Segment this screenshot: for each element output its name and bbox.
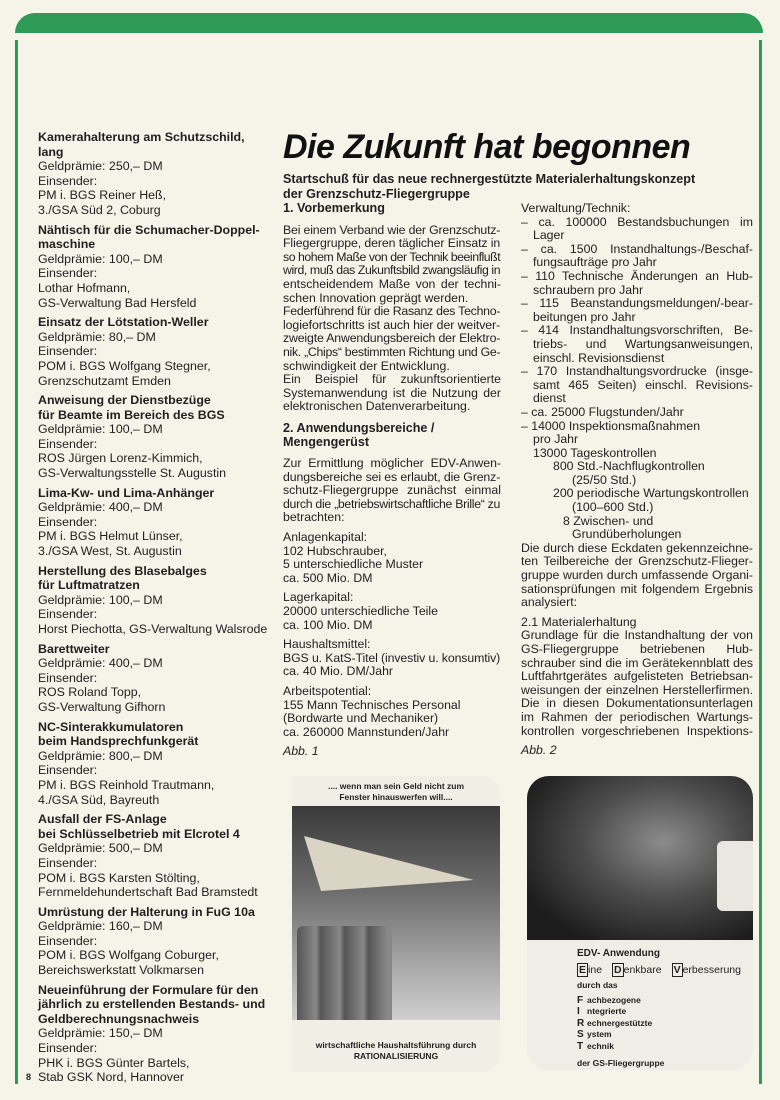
text-line: im Rahmen der periodischen Wartungs- — [521, 709, 753, 724]
acronym-initial: I — [577, 1006, 580, 1017]
acronym-initial: F — [577, 994, 584, 1006]
award-detail-line: POM i. BGS Wolfgang Stegner, — [38, 358, 211, 373]
text-line: ca. 40 Mio. DM/Jahr — [283, 664, 394, 679]
subtitle-line: der Grenzschutz-Fliegergruppe — [283, 187, 470, 201]
acronym-word — [577, 995, 751, 1007]
award-detail-line: Grenzschutzamt Emden — [38, 373, 171, 388]
text-line: Ein Beispiel für zukunftsorientierte — [283, 372, 501, 387]
text-line: Systemanwendung ist die Nutzung der — [283, 385, 501, 400]
figure-2-illustration — [527, 776, 753, 1070]
caption-line: Fenster hinauswerfen will.... — [339, 792, 453, 802]
text-line: Zur Ermittlung möglicher EDV-Anwen- — [283, 456, 502, 471]
text-line: – 414 Instandhaltungsvorschriften, Be- — [521, 323, 753, 338]
text-line: (25/50 Std.) — [572, 472, 637, 487]
section-heading: 1. Vorbemerkung — [283, 201, 385, 215]
award-detail-line: Geldprämie: 250,– DM — [38, 159, 163, 174]
award-entry — [38, 315, 268, 388]
award-detail-line: Geldprämie: 400,– DM — [38, 500, 163, 515]
first-acronym-list — [577, 995, 751, 1053]
article-column-middle — [283, 202, 501, 765]
text-line: durch die „betriebswirtschaftliche Brille“ zu — [283, 496, 501, 511]
award-detail-line: Fernmeldehundertschaft Bad Bramstedt — [38, 885, 258, 900]
award-detail-line: 4./GSA Süd, Bayreuth — [38, 792, 160, 807]
award-entry — [38, 486, 268, 559]
text-line: Abb. 1 — [283, 744, 319, 759]
award-detail-line: Geldprämie: 160,– DM — [38, 919, 163, 934]
text-line: 155 Mann Technisches Personal — [283, 697, 461, 712]
text-line: fungsaufträge pro Jahr — [533, 255, 657, 270]
award-detail-line: GS-Verwaltungsstelle St. Augustin — [38, 466, 227, 481]
text-line: – 110 Technische Änderungen an Hub- — [521, 268, 753, 283]
acronym-rest: enkbare — [623, 964, 662, 976]
award-entry — [38, 720, 268, 808]
text-line: gruppe wurden durch umfassende Organi- — [521, 568, 753, 583]
text-line: 2.1 Materialerhaltung — [521, 614, 637, 629]
text-line: schwindigkeit der Entwicklung. — [283, 358, 450, 373]
text-line: pro Jahr — [533, 432, 579, 447]
award-title-line: Barettweiter — [38, 641, 110, 656]
award-detail-line: Geldprämie: 500,– DM — [38, 841, 163, 856]
article-subtitle — [283, 172, 743, 202]
award-entry — [38, 393, 268, 481]
green-frame-right-rule — [759, 40, 762, 1084]
acronym-initial: T — [577, 1040, 584, 1052]
text-block-heading — [283, 202, 501, 216]
award-detail-line: Geldprämie: 400,– DM — [38, 656, 163, 671]
figure-1-caption-bottom — [292, 1040, 500, 1062]
award-detail-line: Einsender: — [38, 266, 98, 281]
text-block-heading — [283, 422, 501, 449]
text-line: analysiert: — [521, 595, 578, 610]
text-line: entscheidendem Maße von der techni- — [283, 276, 501, 291]
text-line: 200 periodische Wartungskontrollen — [553, 486, 749, 501]
award-detail-line: Geldprämie: 100,– DM — [38, 592, 163, 607]
text-line: (Bordwarte und Mechaniker) — [283, 711, 439, 726]
award-detail-line: Stab GSK Nord, Hannover — [38, 1070, 185, 1085]
award-entry — [38, 564, 268, 637]
text-line: triebs- und Wartungsanweisungen, — [533, 336, 753, 351]
subtitle-line: Startschuß für das neue rechnergestützte Materialerhaltungskonzept — [283, 172, 696, 186]
text-line: Lagerkapital: — [283, 590, 354, 605]
text-line: ten Teilbereiche der Grenzschutz-Flieger- — [521, 554, 753, 569]
acronym-initial: R — [577, 1017, 585, 1029]
award-title-line: Lima-Kw- und Lima-Anhänger — [38, 485, 215, 500]
award-detail-line: POM i. BGS Wolfgang Coburger, — [38, 948, 219, 963]
acronym-rest: ntegrierte — [587, 1006, 627, 1016]
through-label: durch das — [577, 980, 618, 990]
award-entry — [38, 905, 268, 978]
award-title-line: Kamerahalterung am Schutzschild, — [38, 130, 245, 144]
text-line: 800 Std.-Nachflugkontrollen — [553, 459, 705, 474]
text-line: nik. „Chips“ bestimmten Richtung und Ge- — [283, 344, 501, 359]
text-line: – ca. 1500 Instandhaltungs-/Beschaf- — [521, 241, 753, 256]
text-line: – 170 Instandhaltungsvordrucke (insge- — [521, 364, 753, 379]
text-line: Die durch diese Eckdaten gekennzeichne- — [521, 540, 753, 555]
award-detail-line: Lothar Hofmann, — [38, 280, 131, 295]
text-line: schutz-Fliegergruppe zunächst einmal — [283, 483, 501, 498]
text-line: 13000 Tageskontrollen — [533, 445, 657, 460]
text-line: Arbeitspotential: — [283, 684, 372, 698]
award-detail-line: Einsender: — [38, 933, 98, 948]
text-line: wird, muß das Zukunftsbild zwangsläufig in — [283, 263, 501, 278]
text-line: Die in diesen Dokumentationsunterlagen — [521, 696, 753, 711]
text-line: ca. 500 Mio. DM — [283, 570, 373, 585]
acronym-rest: ystem — [587, 1029, 612, 1039]
text-line: schraubern pro Jahr — [533, 282, 644, 297]
text-line: schen Innovation geprägt werden. — [283, 290, 469, 305]
text-line: – ca. 100000 Bestandsbuchungen im — [521, 214, 753, 229]
award-detail-line: PHK i. BGS Günter Bartels, — [38, 1055, 190, 1070]
text-block-para — [521, 616, 753, 738]
acronym-word — [577, 1041, 751, 1053]
text-line: dungsbereiche sei es erlaubt, die Grenz- — [283, 469, 501, 484]
text-line: – 115 Beanstandungsmeldungen/-bear- — [521, 296, 753, 311]
award-detail-line: ROS Roland Topp, — [38, 685, 142, 700]
award-entry — [38, 130, 268, 218]
text-line: kontrollen vorgeschriebenen Inspektions- — [521, 723, 753, 738]
text-line: ca. 100 Mio. DM — [283, 617, 373, 632]
green-frame-top-band — [15, 13, 763, 33]
award-title-line: lang — [38, 144, 64, 159]
award-title-line: Einsatz der Lötstation-Weller — [38, 315, 209, 330]
text-block-plain — [283, 638, 501, 679]
award-detail-line: 3./GSA West, St. Augustin — [38, 544, 182, 559]
text-line: Luftfahrtgerätes aufgelisteten Betriebsan- — [521, 669, 753, 684]
award-detail-line: Einsender: — [38, 670, 98, 685]
award-title-line: Anweisung der Dienstbezüge — [38, 393, 211, 408]
section-heading: Mengengerüst — [283, 434, 370, 449]
award-detail-line: Geldprämie: 800,– DM — [38, 748, 163, 763]
section-heading: 2. Anwendungsbereiche / — [283, 420, 435, 435]
acronym-word — [577, 1018, 751, 1030]
text-block-abb — [521, 744, 753, 758]
figure-2-text — [577, 948, 751, 1069]
text-line: Fliegergruppe, deren täglicher Einsatz in — [283, 236, 501, 251]
acronym-initial: S — [577, 1029, 584, 1040]
award-detail-line: Geldprämie: 150,– DM — [38, 1026, 163, 1041]
award-detail-line: PM i. BGS Reiner Heß, — [38, 188, 167, 203]
award-detail-line: Einsender: — [38, 344, 98, 359]
figure-2-photo-person-at-terminal — [527, 776, 753, 940]
award-title-line: maschine — [38, 237, 96, 252]
page-number: 8 — [26, 1072, 32, 1082]
edv-heading: EDV- Anwendung — [577, 948, 660, 959]
award-detail-line: Geldprämie: 100,– DM — [38, 422, 163, 437]
award-title-line: Neueinführung der Formulare für den — [38, 982, 259, 997]
text-line: 5 unterschiedliche Muster — [283, 557, 424, 572]
acronym-rest: echnergestützte — [587, 1017, 653, 1028]
text-line: logiefortschritts ist auch hier der weitver- — [283, 317, 501, 332]
text-line: beitungen pro Jahr — [533, 309, 636, 324]
award-entry — [38, 642, 268, 715]
award-detail-line: Einsender: — [38, 1041, 98, 1056]
text-block-plain — [283, 685, 501, 739]
award-detail-line: Einsender: — [38, 855, 98, 870]
text-line: Haushaltsmittel: — [283, 637, 371, 652]
text-block-abb — [283, 745, 501, 759]
award-entry — [38, 223, 268, 311]
acronym-word — [577, 1006, 751, 1018]
text-block-plain — [283, 531, 501, 585]
computer-screen-image — [717, 841, 753, 911]
award-detail-line: Einsender: — [38, 173, 98, 188]
text-line: ca. 260000 Mannstunden/Jahr — [283, 724, 450, 739]
acronym-word — [672, 964, 741, 976]
text-line: sationsprüfungen mit folgendem Ergebnis — [521, 581, 753, 596]
text-line: weisungen der einzelnen Herstellerfirmen. — [521, 682, 753, 697]
award-entry — [38, 812, 268, 900]
text-line: einschl. Revisionsdienst — [533, 350, 665, 365]
text-line: so hohem Maße von der Technik beeinflußt — [283, 249, 501, 264]
text-line: zweigte Anwendungsbereich der Elektro- — [283, 331, 501, 346]
award-detail-line: PM i. BGS Helmut Lünser, — [38, 529, 183, 544]
award-detail-line: Einsender: — [38, 607, 98, 622]
text-block-para — [283, 457, 501, 525]
award-detail-line: Geldprämie: 100,– DM — [38, 251, 163, 266]
acronym-word — [577, 964, 602, 976]
text-line: Verwaltung/Technik: — [521, 201, 631, 215]
award-detail-line: Einsender: — [38, 763, 98, 778]
award-title-line: NC-Sinterakkumulatoren — [38, 719, 184, 734]
award-detail-line: Horst Piechotta, GS-Verwaltung Walsrode — [38, 622, 268, 636]
award-title-line: Geldberechnungsnachweis — [38, 1011, 200, 1026]
figure-1-illustration — [292, 776, 500, 1072]
award-title-line: für Beamte im Bereich des BGS — [38, 407, 225, 422]
text-line: 102 Hubschrauber, — [283, 543, 387, 558]
text-line: dienst — [533, 391, 566, 406]
figure-1-caption-top — [292, 781, 500, 803]
text-block-list — [521, 202, 753, 610]
acronym-initial: D — [614, 964, 622, 976]
award-title-line: bei Schlüsselbetrieb mit Elcrotel 4 — [38, 826, 240, 841]
award-entry — [38, 983, 268, 1085]
award-list-column — [38, 130, 268, 1090]
award-title-line: Umrüstung der Halterung in FuG 10a — [38, 904, 255, 919]
text-line: 20000 unterschiedliche Teile — [283, 604, 438, 619]
acronym-rest: erbesserung — [682, 964, 741, 976]
text-line: Abb. 2 — [521, 743, 557, 758]
caption-line: .... wenn man sein Geld nicht zum — [327, 781, 465, 791]
caption-line: wirtschaftliche Haushaltsführung durch — [315, 1040, 477, 1050]
acronym-rest: achbezogene — [587, 994, 641, 1005]
award-title-line: Ausfall der FS-Anlage — [38, 812, 167, 827]
award-title-line: jährlich zu erstellenden Bestands- und — [38, 997, 266, 1012]
award-detail-line: Einsender: — [38, 514, 98, 529]
text-line: Bei einem Verband wie der Grenzschutz- — [283, 222, 501, 237]
text-line: Lager — [533, 228, 565, 243]
award-detail-line: POM i. BGS Karsten Stölting, — [38, 870, 200, 885]
text-line: Grundüberholungen — [572, 527, 682, 542]
acronym-initial: E — [579, 964, 587, 976]
frame-inner — [18, 33, 760, 63]
text-line: GS-Fliegergruppe betriebenen Hub- — [521, 642, 753, 656]
award-title-line: Nähtisch für die Schumacher-Doppel- — [38, 222, 260, 237]
paper-plane-banknote-image — [304, 836, 474, 891]
text-line: (100–600 Std.) — [572, 500, 654, 515]
award-detail-line: ROS Jürgen Lorenz-Kimmich, — [38, 451, 203, 466]
green-frame-left-rule — [15, 40, 18, 1084]
edv-acronym-line — [577, 964, 751, 976]
text-line: Anlagenkapital: — [283, 530, 368, 545]
award-detail-line: GS-Verwaltung Gifhorn — [38, 699, 166, 714]
award-detail-line: GS-Verwaltung Bad Hersfeld — [38, 295, 197, 310]
article-column-right — [521, 202, 753, 764]
award-detail-line: 3./GSA Süd 2, Coburg — [38, 202, 161, 217]
text-line: betrachten: — [283, 510, 345, 525]
acronym-rest: echnik — [587, 1040, 614, 1051]
coin-tubes-image — [297, 926, 392, 1020]
caption-line: RATIONALISIERUNG — [353, 1051, 439, 1061]
text-line: elektronischen Datenverarbeitung. — [283, 399, 471, 414]
text-line: – ca. 25000 Flugstunden/Jahr — [521, 404, 684, 419]
acronym-word — [577, 1029, 751, 1041]
text-block-para — [283, 224, 501, 414]
text-line: – 14000 Inspektionsmaßnahmen — [521, 418, 701, 433]
award-title-line: beim Handsprechfunkgerät — [38, 734, 199, 749]
award-detail-line: PM i. BGS Reinhold Trautmann, — [38, 777, 215, 792]
article-title: Die Zukunft hat begonnen — [283, 128, 691, 166]
award-title-line: Herstellung des Blasebalges — [38, 563, 207, 578]
text-line: Federführend für die Rasanz des Techno- — [283, 304, 501, 319]
text-block-plain — [283, 591, 501, 632]
award-detail-line: Einsender: — [38, 436, 98, 451]
text-line: samt 465 Seiten) einschl. Revisions- — [533, 377, 753, 392]
award-title-line: für Luftmatratzen — [38, 578, 140, 593]
figure-1-photo — [292, 806, 500, 1020]
acronym-rest: ine — [588, 964, 603, 976]
text-line: BGS u. KatS-Titel (investiv u. konsumtiv) — [283, 650, 501, 665]
award-detail-line: Bereichswerkstatt Volkmarsen — [38, 963, 204, 978]
figure-2-footer: der GS-Fliegergruppe — [577, 1058, 665, 1068]
acronym-word — [612, 964, 662, 976]
text-line: Grundlage für die Instandhaltung der von — [521, 628, 753, 643]
text-line: 8 Zwischen- und — [563, 513, 654, 528]
text-line: schrauber sind die im Gerätekennblatt des — [521, 655, 753, 670]
award-detail-line: Geldprämie: 80,– DM — [38, 329, 156, 344]
acronym-initial: V — [673, 964, 681, 976]
